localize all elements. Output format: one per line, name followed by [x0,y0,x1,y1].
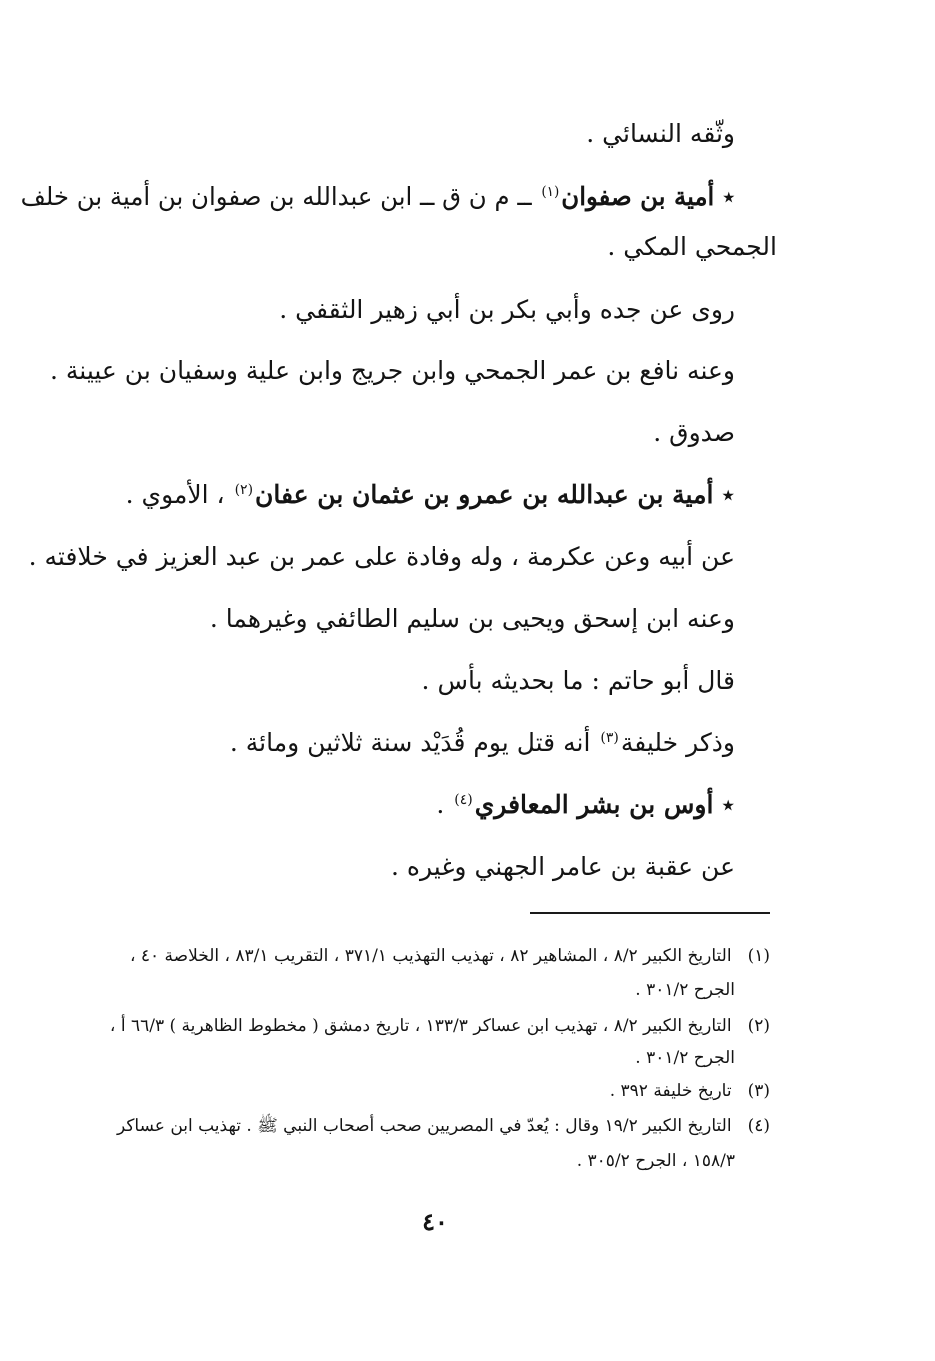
footnote-number: (٢) [747,1016,770,1036]
footnote-text: تاريخ خليفة ٣٩٢ . [609,1081,732,1101]
text: الجمحي المكي . [607,232,777,261]
footnote-text: الجرح ٣٠١/٢ . [635,980,735,1000]
entry-marker: ٭ [721,790,735,819]
text: وذكر خليفة [620,728,735,757]
text: وعنه ابن إسحق ويحيى بن سليم الطائفي وغيرهما . [209,604,735,633]
footnote-ref: (٢) [234,481,254,498]
footnote-text: التاريخ الكبير ٨/٢ ، تهذيب ابن عساكر ١٣٣/٣ ، تاريخ دمشق ( مخطوط الظاهرية ) ٦٦/٣ أ ، [109,1016,732,1036]
body-line [607,230,777,264]
footnote-continuation [635,977,735,1003]
text: وثّقه النسائي . [586,119,735,148]
footnote [110,1013,770,1039]
body-line [279,293,735,327]
body-line [422,664,735,698]
footnote-text: ١٥٨/٣ ، الجرح ٣٠٥/٢ . [576,1151,735,1171]
entry-name: أمية بن صفوان [560,182,714,211]
footnote-divider [530,912,770,914]
text: عن أبيه وعن عكرمة ، وله وفادة على عمر بن عبد العزيز في خلافته . [28,542,735,571]
footnote-number: (٤) [747,1116,770,1136]
body-line [210,602,735,636]
text: صدوق . [653,418,735,447]
entry-name: أوس بن بشر المعافري [474,790,714,819]
body-line [391,850,735,884]
footnote-continuation [635,1045,735,1071]
text: عن عقبة بن عامر الجهني وغيره . [391,852,735,881]
footnote [610,1078,770,1104]
entry-heading [436,788,735,822]
footnote-text: الجرح ٣٠١/٢ . [635,1048,735,1068]
page-number: ٤٠ [422,1207,448,1236]
entry-heading [20,180,735,214]
entry-heading [126,478,735,512]
entry-details: . [436,790,453,819]
text: وعنه نافع بن عمر الجمحي وابن جريج وابن علية وسفيان بن عيينة . [50,356,735,385]
footnote-continuation [577,1148,735,1174]
entry-marker: ٭ [721,480,735,509]
body-line [586,117,735,151]
footnote-ref: (١) [540,183,559,200]
text: أنه قتل يوم قُدَيْد سنة ثلاثين ومائة . [229,728,599,757]
footnote-ref: (٤) [454,791,473,808]
body-line [29,540,735,574]
entry-details: ــ م ن ق ــ ابن عبدالله بن صفوان بن أمية بن خلف [20,182,539,211]
footnote-ref: (٣) [600,729,619,746]
entry-name: أمية بن عبدالله بن عمرو بن عثمان بن عفان [255,480,714,509]
footnote [117,1113,770,1139]
body-line [653,416,735,450]
footnote [130,943,770,969]
footnote-number: (١) [747,946,770,966]
entry-details: ، الأموي . [125,480,233,509]
text: قال أبو حاتم : ما بحديثه بأس . [421,666,735,695]
footnote-text: التاريخ الكبير ١٩/٢ وقال : يُعدّ في المصريين صحب أصحاب النبي ﷺ . تهذيب ابن عساكر [116,1116,732,1136]
footnote-number: (٣) [747,1081,770,1101]
text: روى عن جده وأبي بكر بن أبي زهير الثقفي . [279,295,735,324]
footnote-text: التاريخ الكبير ٨/٢ ، المشاهير ٨٢ ، تهذيب التهذيب ٣٧١/١ ، التقريب ٨٣/١ ، الخلاصة ٤٠ ، [129,946,732,966]
body-line [50,354,735,388]
entry-marker: ٭ [721,182,735,211]
body-line [230,726,735,760]
